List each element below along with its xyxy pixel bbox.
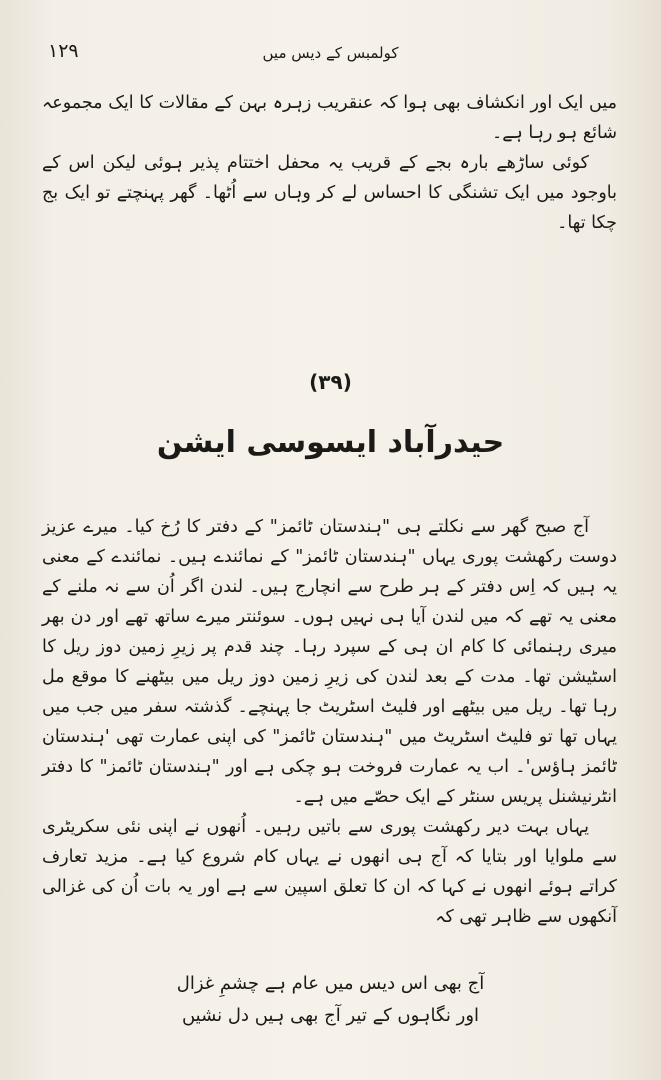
running-header: کولمبس کے دیس میں <box>262 44 399 62</box>
paragraph: یہاں بہت دیر رکھشت پوری سے باتیں رہیں۔ اُنھوں نے اپنی نئی سکریٹری سے ملوایا اور بتایا کہ آج ہی انھوں نے یہاں کام شروع کیا ہے۔ مزید تعارف کراتے ہوئے انھوں نے کہا کہ ان کا تعلق اسپین سے ہے اور یہ بات اُن کی غزالی آنکھوں سے ظاہر تھی کہ <box>42 817 617 927</box>
main-text-block <box>42 512 617 932</box>
paragraph: کوئی ساڑھے بارہ بجے کے قریب یہ محفل اختتام پذیر ہوئی لیکن اس کے باوجود میں ایک تشنگی کا احساس لے کر وہاں سے اُٹھا۔ گھر پہنچتے تو ایک بج چکا تھا۔ <box>42 153 617 233</box>
chapter-number: (۳۹) <box>309 370 352 394</box>
verse <box>150 968 511 1032</box>
page-number: ۱۲۹ <box>48 40 79 62</box>
top-text-block <box>42 88 617 238</box>
paragraph: آج صبح گھر سے نکلتے ہی "ہندستان ٹائمز" کے دفتر کا رُخ کیا۔ میرے عزیز دوست رکھشت پوری یہاں "ہندستان ٹائمز" کے نمائندے ہیں۔ نمائندے کے معنی یہ ہیں کہ اِس دفتر کے ہر طرح سے انچارج ہیں۔ لندن اگر اُن سے نہ ملنے کے معنی یہ تھے کہ میں لندن آیا ہی نہیں ہوں۔ سوئنتر میرے ساتھ تھے اور دن بھر میری رہنمائی کا کام ان ہی کے سپرد رہا۔ چند قدم پر زیرِ زمین دوز ریل کا اسٹیشن تھا۔ مدت کے بعد لندن کی زیرِ زمین دوز ریل میں بیٹھنے کا موقع مل رہا تھا۔ ریل میں بیٹھے اور فلیٹ اسٹریٹ جا پہنچے۔ گذشتہ سفر میں جب میں یہاں تھا تو فلیٹ اسٹریٹ میں "ہندستان ٹائمز" کی اپنی عمارت تھی 'ہندستان ٹائمز ہاؤس'۔ اب یہ عمارت فروخت ہو چکی ہے اور "ہندستان ٹائمز" کا دفتر انٹرنیشنل پریس سنٹر کے ایک حصّے میں ہے۔ <box>42 517 617 807</box>
verse-line: آج بھی اس دیس میں عام ہے چشمِ غزال <box>176 973 485 994</box>
chapter-title: حیدرآباد ایسوسی ایشن <box>156 425 505 460</box>
paragraph: میں ایک اور انکشاف بھی ہوا کہ عنقریب زہرہ بہن کے مقالات کا ایک مجموعہ شائع ہو رہا ہے۔ <box>42 93 617 143</box>
verse-line: اور نگاہوں کے تیر آج بھی ہیں دل نشیں <box>181 1005 480 1026</box>
